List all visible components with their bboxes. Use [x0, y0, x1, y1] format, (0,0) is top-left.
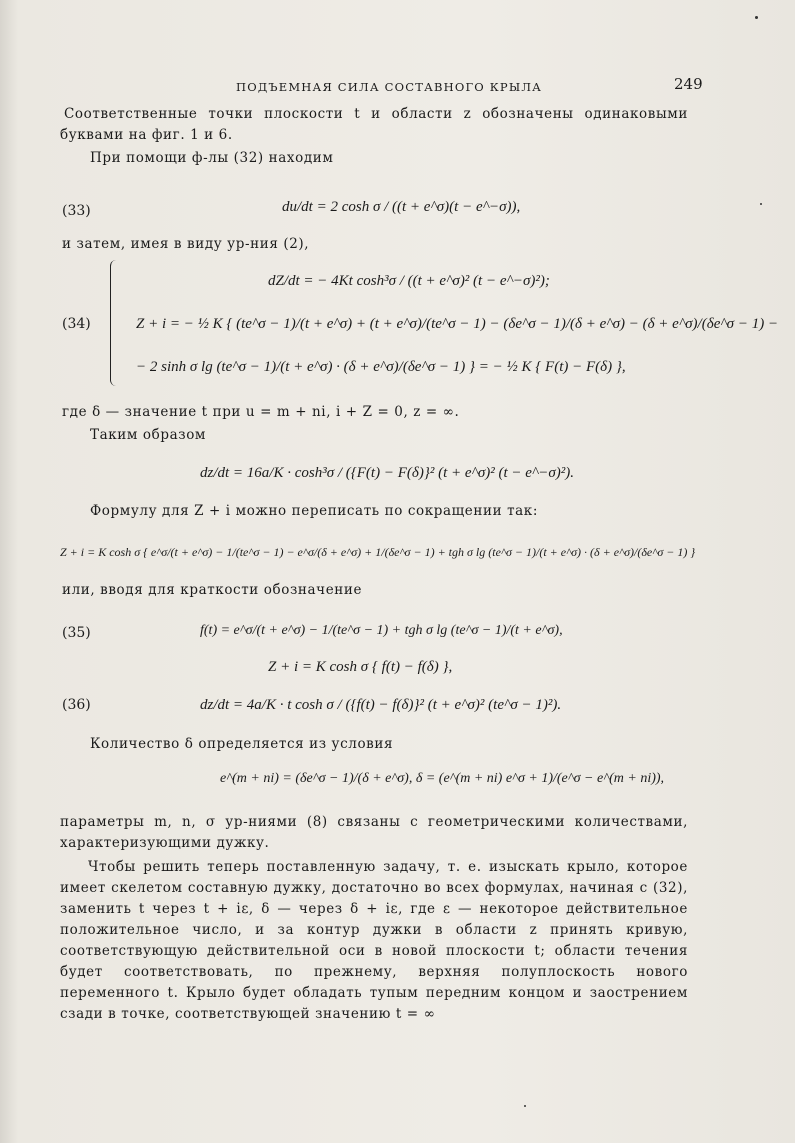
eq-number-33: (33): [62, 203, 91, 219]
eq-number-35: (35): [62, 625, 91, 641]
eq-number-34: (34): [62, 316, 91, 332]
print-speck: [755, 16, 758, 19]
paragraph-5: Таким образом: [90, 427, 207, 443]
paragraph-9: параметры m, n, σ ур-ниями (8) связаны с геометрическими количествами, характеризующими дужку.: [60, 814, 688, 851]
formula-33: du/dt = 2 cosh σ / ((t + e^σ)(t − e^−σ)),: [282, 199, 521, 215]
formula-35b: Z + i = K cosh σ { f(t) − f(δ) },: [268, 659, 453, 675]
paragraph-2: При помощи ф-лы (32) находим: [90, 150, 334, 166]
formula-34a: dZ/dt = − 4Kt cosh³σ / ((t + e^σ)² (t − e^−σ)²);: [268, 273, 550, 289]
running-title: ПОДЪЕМНАЯ СИЛА СОСТАВНОГО КРЫЛА: [236, 80, 543, 94]
formula-z-plus-i: Z + i = K cosh σ { e^σ/(t + e^σ) − 1/(te^σ − 1) − e^σ/(δ + e^σ) + 1/(δe^σ − 1) + tgh σ lg (te^σ − 1)/(t + e^σ) · (δ + e^σ)/(δe^σ − 1) }: [60, 545, 696, 559]
paragraph-8: Количество δ определяется из условия: [90, 736, 394, 752]
print-speck: [760, 203, 762, 205]
paragraph-3: и затем, имея в виду ур-ния (2),: [62, 236, 310, 252]
formula-34c: − 2 sinh σ lg (te^σ − 1)/(t + e^σ) · (δ + e^σ)/(δe^σ − 1) } = − ½ K { F(t) − F(δ) },: [136, 359, 626, 375]
paragraph-7: или, вводя для краткости обозначение: [62, 582, 363, 598]
formula-delta-condition: e^(m + ni) = (δe^σ − 1)/(δ + e^σ), δ = (e^(m + ni) e^σ + 1)/(e^σ − e^(m + ni)),: [220, 771, 665, 786]
formula-dz-dt: dz/dt = 16a/K · cosh³σ / ({F(t) − F(δ)}² (t + e^σ)² (t − e^−σ)²).: [200, 465, 575, 481]
page-number: 249: [674, 75, 703, 93]
paragraph-10: Чтобы решить теперь поставленную задачу, т. е. изыскать крыло, которое имеет скелетом составную дужку, достаточно во всех формулах, начиная с (32), заменить t через t + iε, δ — через δ + iε, где ε — некоторое действительное положительное число, и за контур дужки в области z принять кривую, соответствующую действительной оси в новой плоскости t; области течения будет соответствовать, по прежнему, верхняя полуплоскость нового переменного t. Крыло будет обладать тупым передним концом и заострением сзади в точке, соответствующей значению t = ∞: [60, 859, 688, 1022]
paragraph-1: Соответственные точки плоскости t и области z обозначены одинаковыми буквами на фиг. 1 и 6.: [60, 106, 688, 143]
paragraph-6: Формулу для Z + i можно переписать по сокращении так:: [90, 503, 538, 519]
system-brace: [110, 260, 119, 386]
formula-34b: Z + i = − ½ K { (te^σ − 1)/(t + e^σ) + (t + e^σ)/(te^σ − 1) − (δe^σ − 1)/(δ + e^σ) − (δ + e^σ)/(δe^σ − 1) −: [136, 316, 779, 332]
print-speck: [524, 1105, 526, 1107]
eq-number-36: (36): [62, 697, 91, 713]
paragraph-4: где δ — значение t при u = m + ni, i + Z = 0, z = ∞.: [62, 404, 460, 420]
formula-35a: f(t) = e^σ/(t + e^σ) − 1/(te^σ − 1) + tgh σ lg (te^σ − 1)/(t + e^σ),: [200, 623, 563, 638]
formula-36: dz/dt = 4a/K · t cosh σ / ({f(t) − f(δ)}² (t + e^σ)² (te^σ − 1)²).: [200, 697, 562, 713]
